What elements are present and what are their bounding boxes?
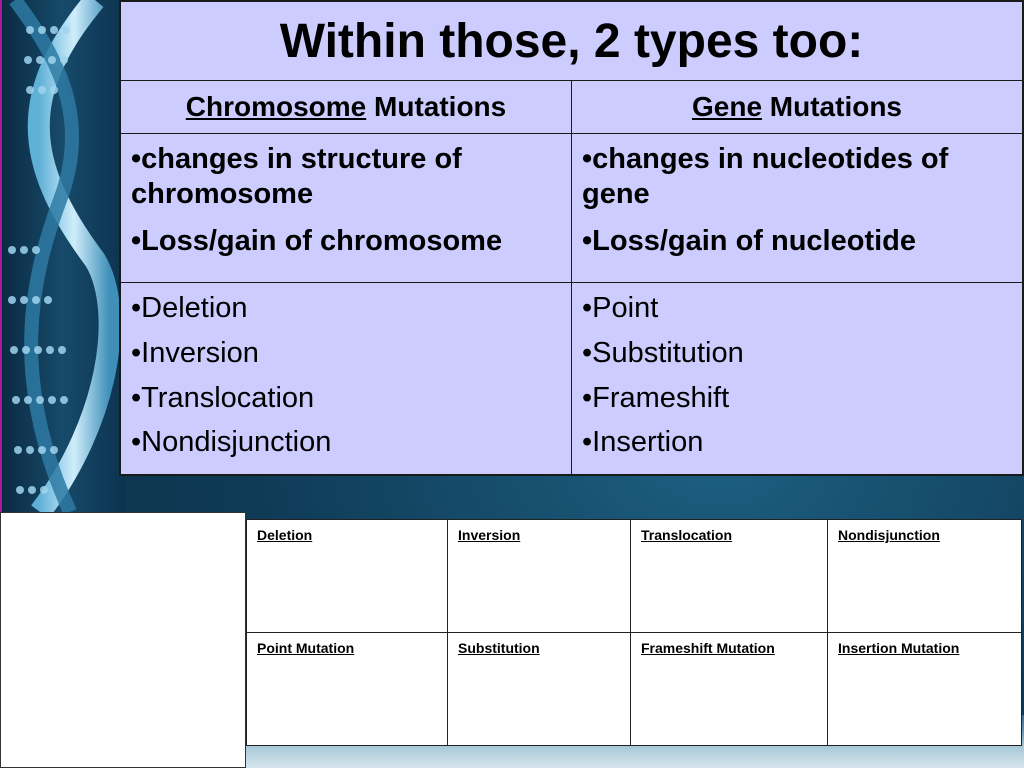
- worksheet-label: Inversion: [458, 527, 521, 543]
- worksheet-cell: [828, 520, 1022, 633]
- dna-helix-graphic: [0, 0, 125, 512]
- page-title: Within those, 2 types too:: [120, 1, 1023, 81]
- worksheet-cell: [828, 633, 1022, 746]
- header-rest: Mutations: [762, 91, 903, 122]
- worksheet-cell: [247, 520, 448, 633]
- gene-mutations-header: [572, 81, 1024, 134]
- type-bullet: •Inversion: [131, 336, 259, 369]
- worksheet-label: Point Mutation: [257, 640, 355, 656]
- worksheet-label: Deletion: [257, 527, 313, 543]
- description-bullet: •Loss/gain of nucleotide: [582, 224, 917, 257]
- gene-description-cell: [572, 134, 1024, 283]
- worksheet-cell: [631, 633, 828, 746]
- type-bullet: •Frameshift: [582, 381, 730, 414]
- description-bullet: •changes in nucleotides of gene: [582, 143, 949, 210]
- worksheet-cell: [448, 520, 631, 633]
- type-bullet: •Deletion: [131, 292, 248, 324]
- worksheet-cell: [631, 520, 828, 633]
- slide-edge-line: [0, 0, 2, 512]
- worksheet-label: Frameshift Mutation: [641, 640, 775, 656]
- worksheet-label: Insertion Mutation: [838, 640, 960, 656]
- type-bullet: •Substitution: [582, 336, 744, 369]
- type-bullet: •Translocation: [131, 381, 315, 414]
- type-bullet: •Point: [582, 292, 659, 324]
- type-bullet: •Insertion: [582, 426, 704, 459]
- mutations-table: [119, 0, 1024, 476]
- worksheet-table: [246, 519, 1022, 746]
- chromosome-mutations-header: [120, 81, 572, 134]
- worksheet-label: Translocation: [641, 527, 733, 543]
- description-bullet: •Loss/gain of chromosome: [131, 224, 503, 257]
- worksheet-label: Substitution: [458, 640, 540, 656]
- description-bullet: •changes in structure of chromosome: [131, 143, 462, 210]
- header-underlined-word: Gene: [691, 91, 763, 122]
- header-underlined-word: Chromosome: [185, 91, 367, 122]
- worksheet-label: Nondisjunction: [838, 527, 940, 543]
- chromosome-types-cell: [120, 283, 572, 476]
- worksheet-cell: [448, 633, 631, 746]
- dna-helix-image: [0, 0, 125, 512]
- header-rest: Mutations: [366, 91, 507, 122]
- gene-types-cell: [572, 283, 1024, 476]
- type-bullet: •Nondisjunction: [131, 426, 332, 459]
- blank-white-box: [0, 512, 246, 768]
- chromosome-description-cell: [120, 134, 572, 283]
- worksheet-cell: [247, 633, 448, 746]
